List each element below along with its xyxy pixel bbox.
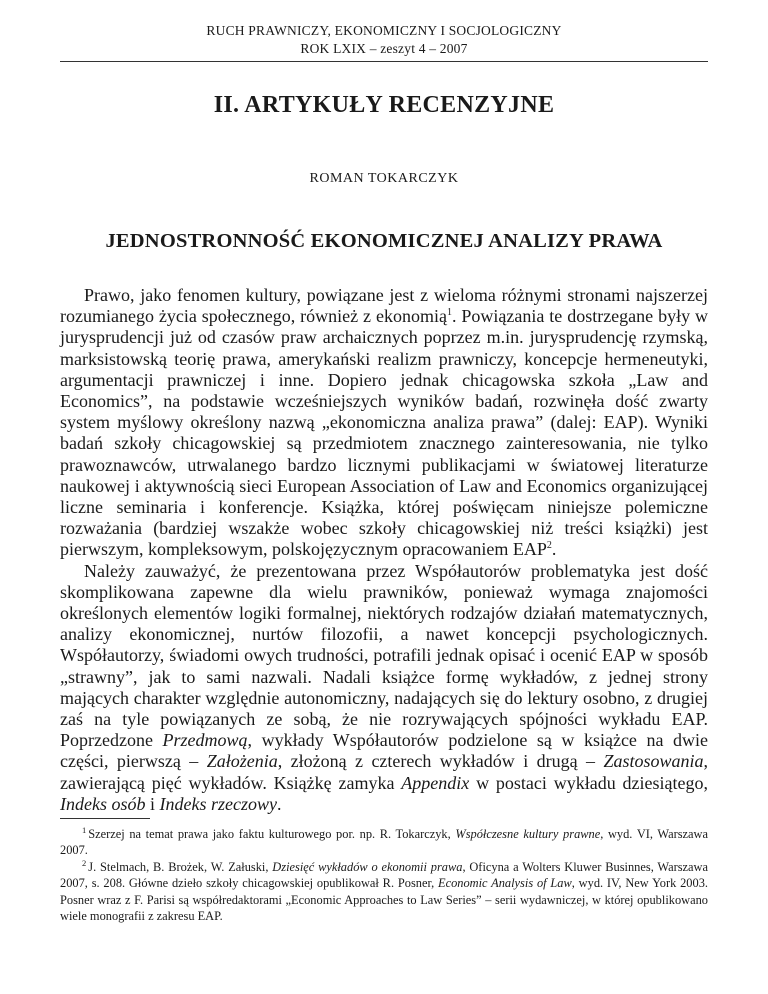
footnote-2-title: Dziesięć wykładów o ekonomii prawa — [272, 859, 463, 874]
issue-line: ROK LXIX – zeszyt 4 – 2007 — [300, 41, 468, 56]
footnote-1-text: Szerzej na temat prawa jako faktu kulturowego por. np. R. Tokarczyk, — [88, 827, 456, 841]
footnote-2-text-b: , Oficyna a Wolters Kluwer Businnes, Warszawa 2007, s. 208. Główne dzieło szkoły chicagowskiej opublikował R. Posner, — [60, 859, 708, 891]
author-name: ROMAN TOKARCZYK — [309, 171, 459, 186]
paragraph-2-text-f: i — [145, 793, 160, 814]
paragraph-2-text-c: , złożoną z czterech wykładów i drugą – — [277, 751, 604, 772]
paragraph-2-text-d: , zawierającą pięć wykładów. Książkę zamyka — [60, 751, 708, 793]
italic-indeks-rzeczowy: Indeks rzeczowy — [159, 793, 277, 814]
footnote-2-title-b: Economic Analysis of Law — [438, 876, 572, 891]
italic-zastosowania: Zastosowania — [603, 751, 704, 772]
paragraph-1-end: . — [551, 539, 557, 560]
paragraph-2-text-b: , wykłady Współautorów podzielone są w książce na dwie części, pierwszą – — [60, 730, 709, 772]
paragraph-1-text-cont: . Powiązania te dostrzegane były w jurysprudencji już od czasów praw archaicznych poprzez m.in. jurysprudencję rzymską, marksistowską teorię prawa, amerykański realizm prawniczy, koncepcje hermeneutyki, argumentacji prawniczej i inne. Dopiero jednak chicagowska szkoła „Law and Economics”, na podstawie wcześniejszych wyników badań, rozwinęła dość zwarty system myślowy określony nazwą „ekonomiczna analiza prawa” (dalej: EAP). Wyniki badań szkoły chicagowskiej są przedmiotem znacznego zainteresowania, nie tylko prawoznawców, utrwalanego bardzo licznymi publikacjami w światowej literaturze naukowej i aktywnością sieci European Association of Law and Economics organizującej liczne seminaria i konferencje. Książka, której poświęcam niniejsze polemiczne rozważania (bardziej wszakże wobec szkoły chicagowskiej niż treści książki) jest pierwszym, kompleksowym, polskojęzycznym opracowaniem EAP — [60, 306, 709, 560]
paragraph-1-text: Prawo, jako fenomen kultury, powiązane jest z wieloma różnymi stronami najszerzej rozumianego życia społecznego, również z ekonomią — [60, 285, 708, 327]
italic-zalozenia: Założenia — [206, 751, 278, 772]
footnote-1-number: 1 — [82, 825, 87, 835]
paragraph-2-text-e: w postaci wykładu dziesiątego, — [469, 772, 708, 793]
footnote-2-number: 2 — [82, 857, 87, 868]
footnote-1 — [60, 826, 708, 859]
journal-name: RUCH PRAWNICZY, EKONOMICZNY I SOCJOLOGICZNY — [206, 23, 562, 38]
section-title: II. ARTYKUŁY RECENZYJNE — [213, 92, 555, 118]
footnote-2-text: J. Stelmach, B. Brożek, W. Załuski, — [88, 859, 273, 874]
paragraph-1 — [60, 285, 708, 561]
footnote-2-end: , wyd. IV, New York 2003. Posner wraz z F. Parisi są współredaktorami „Economic Approaches to Law Series” – serii wydawniczej, w której opublikowano wiele monografii z zakresu EAP. — [60, 876, 708, 924]
footnote-2 — [60, 859, 708, 925]
article-body — [60, 285, 708, 815]
running-head — [60, 22, 708, 58]
footnote-rule — [60, 818, 150, 819]
paragraph-2 — [60, 561, 708, 815]
paragraph-2-end: . — [276, 793, 282, 814]
article-title: JEDNOSTRONNOŚĆ EKONOMICZNEJ ANALIZY PRAWA — [105, 230, 663, 252]
header-rule — [60, 61, 708, 62]
footnote-ref-1[interactable]: 1 — [446, 307, 452, 319]
footnote-1-title: Współczesne kultury prawne — [455, 827, 601, 841]
paragraph-2-text: Należy zauważyć, że prezentowana przez Współautorów problematyka jest dość skomplikowana zapewne dla wielu prawników, ponieważ wymaga znajomości określonych elementów logiki formalnej, niektórych rodzajów działań matematycznych, analizy ekonomicznej, nurtów filozofii, a nawet koncepcji psychologicznych. Współautorzy, świadomi owych trudności, potrafili jednak opisać i ocenić EAP w sposób „strawny”, jak to sami nazwali. Nadali książce formę wykładów, z jednej strony mających charakter względnie autonomiczny, nadających się do lektury osobno, z drugiej zaś na tyle powiązanych ze sobą, że nie rozrywających spójności wykładu EAP. Poprzedzone — [60, 560, 708, 751]
footnote-1-end: , wyd. VI, Warszawa 2007. — [60, 827, 708, 858]
italic-appendix: Appendix — [401, 772, 470, 793]
italic-przedmowa: Przedmową — [162, 730, 248, 751]
footnotes — [60, 826, 708, 924]
italic-indeks-osob: Indeks osób — [60, 793, 146, 814]
footnote-ref-2[interactable]: 2 — [546, 540, 552, 552]
